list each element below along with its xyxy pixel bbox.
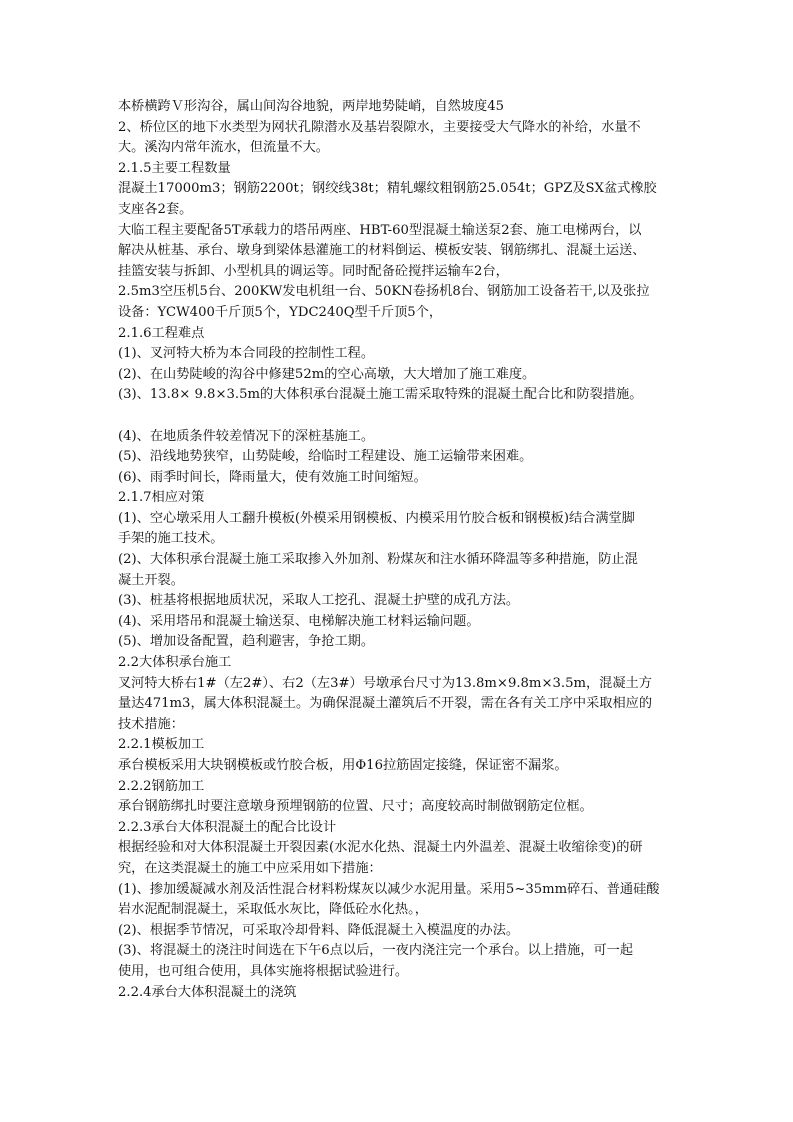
- list-item: (5)、增加设备配置，趋利避害，争抢工期。: [118, 634, 375, 650]
- text-line: 岩水泥配制混凝土，采取低水灰比，降低砼水化热。，: [118, 902, 428, 918]
- section-heading: 2.1.5主要工程数量: [118, 160, 231, 176]
- text-line: 大临工程主要配备5T承载力的塔吊两座、HBT-60型混凝土输送泵2套、施工电梯两台，以: [118, 222, 642, 238]
- text-line: 技术措施：: [118, 716, 184, 732]
- text-line: 混凝土17000m3；钢筋2200t；钢绞线38t；精轧螺纹粗钢筋25.054t；GPZ及SX盆式橡胶: [118, 181, 657, 197]
- section-heading: 2.1.7相应对策: [118, 490, 205, 506]
- text-line: 2.5m3空压机5台、200KW发电机组一台、50KN卷扬机8台、钢筋加工设备若干,以及张拉: [118, 284, 650, 300]
- text-line: 挂篮安装与拆卸、小型机具的调运等。同时配备砼搅拌运输车2台，: [118, 263, 509, 279]
- text-line: 量达471m3，属大体积混凝土。为确保混凝土灌筑后不开裂，需在各有关工序中采取相应的: [118, 696, 653, 712]
- text-line: 本桥横跨Ｖ形沟谷，属山间沟谷地貌，两岸地势陡峭，自然坡度45: [118, 99, 505, 114]
- list-item: (2)、大体积承台混凝土施工采取掺入外加剂、粉煤灰和注水循环降温等多种措施，防止混: [118, 552, 638, 568]
- blank-line: [118, 406, 678, 427]
- text-line: 根据经验和对大体积混凝土开裂因素(水泥水化热、混凝土内外温差、混凝土收缩徐变)的研: [118, 840, 643, 856]
- text-line: 凝土开裂。: [118, 572, 184, 588]
- text-line: 手架的施工技术。: [118, 531, 224, 547]
- text-line: 2、桥位区的地下水类型为网状孔隙潜水及基岩裂隙水，主要接受大气降水的补给，水量不: [118, 119, 641, 135]
- list-item: (5)、沿线地势狭窄，山势陡峻，给临时工程建设、施工运输带来困难。: [118, 449, 533, 465]
- text-line: 究，在这类混凝土的施工中应采用如下措施：: [118, 860, 382, 876]
- list-item: (1)、空心墩采用人工翻升模板(外模采用钢模板、内模采用竹胶合板和钢模板)结合满堂脚: [118, 510, 635, 526]
- section-heading: 2.2.2钢筋加工: [118, 778, 205, 794]
- text-line: 解决从桩基、承台、墩身到梁体悬灌施工的材料倒运、模板安装、钢筋绑扎、混凝土运送、: [118, 243, 646, 259]
- text-line: 承台钢筋绑扎时要注意墩身预埋钢筋的位置、尺寸；高度较高时制做钢筋定位框。: [118, 799, 593, 815]
- text-line: 叉河特大桥右1#（左2#）、右2（左3#）号墩承台尺寸为13.8m×9.8m×3.5m，混凝土方: [118, 675, 652, 691]
- list-item: (1)、掺加缓凝减水剂及活性混合材料粉煤灰以减少水泥用量。采用5~35mm碎石、普通硅酸: [118, 881, 660, 897]
- text-line: 使用，也可组合使用，具体实施将根据试验进行。: [118, 963, 409, 979]
- text-line: 支座各2套。: [118, 201, 193, 217]
- section-heading: 2.2.4承台大体积混凝土的浇筑: [118, 984, 297, 1000]
- section-heading: 2.2.3承台大体积混凝土的配合比设计: [118, 819, 337, 835]
- text-line: 大。溪沟内常年流水，但流量不大。: [118, 140, 329, 156]
- list-item: (6)、雨季时间长，降雨量大，使有效施工时间缩短。: [118, 469, 427, 485]
- document-body: [118, 97, 678, 1003]
- list-item: (2)、根据季节情况，可采取冷却骨料、降低混凝土入模温度的办法。: [118, 922, 520, 938]
- list-item: (3)、13.8× 9.8×3.5m的大体积承台混凝土施工需采取特殊的混凝土配合比和防裂措施。: [118, 387, 643, 403]
- list-item: (4)、在地质条件较差情况下的深桩基施工。: [118, 428, 375, 444]
- text-line: 设备：YCW400千斤顶5个，YDC240Q型千斤顶5个，: [118, 304, 443, 320]
- list-item: (4)、采用塔吊和混凝土输送泵、电梯解决施工材料运输问题。: [118, 613, 480, 629]
- section-heading: 2.2.1模板加工: [118, 737, 205, 753]
- list-item: (3)、将混凝土的浇注时间选在下午6点以后，一夜内浇注完一个承台。以上措施，可一起: [118, 943, 634, 959]
- list-item: (2)、在山势陡峻的沟谷中修建52m的空心高墩，大大增加了施工难度。: [118, 366, 536, 382]
- section-heading: 2.1.6工程难点: [118, 325, 205, 341]
- section-heading: 2.2大体积承台施工: [118, 655, 232, 671]
- list-item: (3)、桩基将根据地质状况，采取人工挖孔、混凝土护壁的成孔方法。: [118, 593, 520, 609]
- list-item: (1)、叉河特大桥为本合同段的控制性工程。: [118, 346, 375, 362]
- text-line: 承台模板采用大块钢模板或竹胶合板，用Φ16拉筋固定接缝，保证密不漏浆。: [118, 758, 568, 773]
